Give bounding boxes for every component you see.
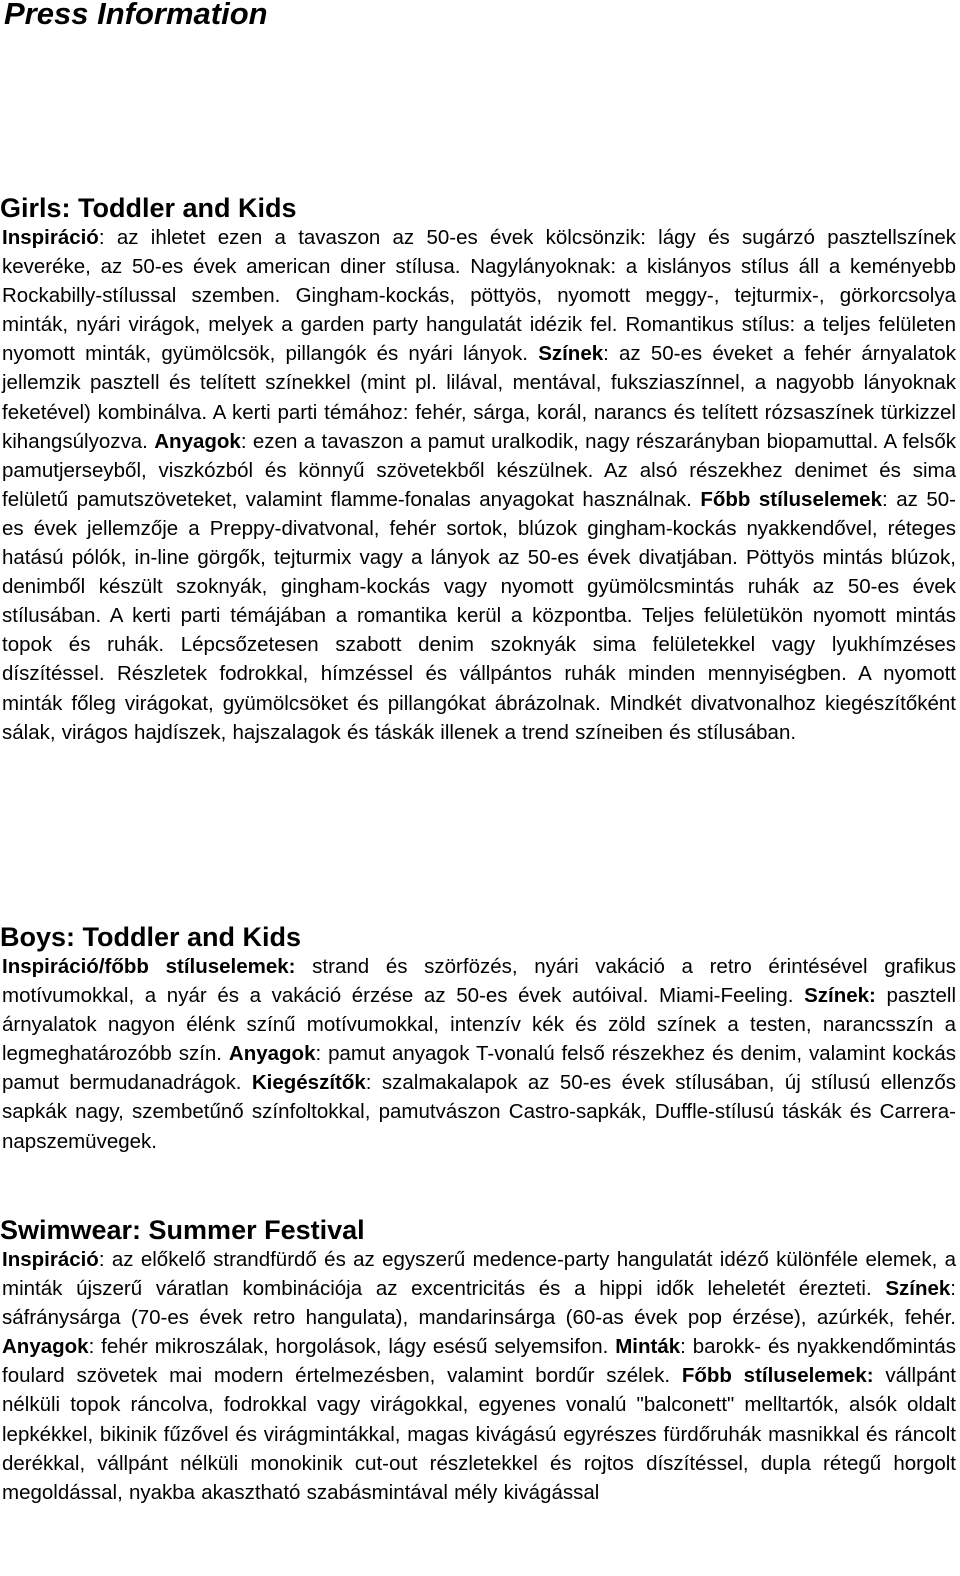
section-boys — [0, 922, 956, 1156]
label-patterns: Minták — [615, 1335, 681, 1359]
section-body — [0, 223, 956, 747]
body-text: vállpánt nélküli topok ráncolva, fodrokkal vagy virágokkal, egyenes vonalú "balconett" melltartók, alsók oldalt lepkékkel, bikinik fűzővel és virágmintákkal, magas kivágású egyrészes fürdőruhák masnikkal és ráncolt derékkal, vállpánt nélküli monokinik cut-out részletekkel és rojtos díszítéssel, dupla rétegű horgolt megoldással, nyakba akasztható szabásmintával mély kivágással — [2, 1364, 957, 1504]
label-materials: Anyagok — [154, 429, 241, 453]
body-text: : az ihletet ezen a tavaszon az 50-es évek kölcsönzik: lágy és sugárzó pasztellszínek keveréke, az 50-es évek american diner stílusa. Nagylányoknak: a kislányos stílus áll a keményebb Rockabilly-stílussal szemben. Gingham-kockás, pöttyös, nyomott meggy-, tejturmix-, görkorcsolya minták, nyári virágok, melyek a garden party hangulatát idézik fel. Romantikus stílus: a teljes felületen nyomott minták, gyümölcsök, pillangók és nyári lányok. — [2, 226, 956, 366]
page-title: Press Information — [4, 0, 268, 31]
section-body — [0, 1245, 956, 1507]
label-main-style: Főbb stíluselemek — [700, 487, 882, 511]
section-title: Girls: Toddler and Kids — [0, 193, 297, 223]
label-inspiration: Inspiráció — [2, 1248, 99, 1271]
body-text: : szalmakalapok az 50-es évek stílusában, új stílusú ellenzős sapkák nagy, szembetűnő színfoltokkal, pamutvászon Castro-sapkák, Duffle-stílusú táskák és Carrera-napszemüvegek. — [2, 1071, 956, 1153]
label-inspiration-style: Inspiráció/főbb stíluselemek: — [2, 955, 296, 978]
body-text: : az előkelő strandfürdő és az egyszerű medence-party hangulatát idéző különféle elemek, a minták újszerű váratlan kombinációja az excentricitás és a hippi idők leheletét érezteti. — [2, 1248, 956, 1301]
section-title: Boys: Toddler and Kids — [0, 922, 302, 952]
body-text: strand és szörfözés, nyári vakáció a retro érintésével grafikus motívumokkal, a nyár és a vakáció érzése az 50-es évek autóival. Miami-Feeling. — [2, 955, 957, 1008]
body-text: : ezen a tavaszon a pamut uralkodik, nagy részarányban biopamuttal. A felsők pamutjerseyből, viszkózból és könnyű szövetekből készülnek. Az alsó részekhez denimet és sima felületű pamutszöveteket, valamint flamme-fonalas anyagokat használnak. — [2, 429, 957, 511]
section-title: Swimwear: Summer Festival — [0, 1215, 365, 1245]
section-girls — [0, 193, 956, 747]
label-colors: Színek: — [804, 984, 876, 1008]
body-text: : pamut anyagok T-vonalú felső részekhez és denim, valamint kockás pamut bermudanadrágok. — [2, 1042, 957, 1095]
body-text: : fehér mikroszálak, horgolások, lágy esésű selyemsifon. — [88, 1335, 616, 1359]
label-colors: Színek — [538, 342, 604, 366]
label-materials: Anyagok — [2, 1335, 89, 1359]
body-text: : sáfránysárga (70-es évek retro hangulata), mandarinsárga (60-as évek pop érzése), azúrkék, fehér. — [2, 1277, 956, 1330]
label-main-style: Főbb stíluselemek: — [681, 1364, 874, 1388]
section-body — [0, 952, 956, 1156]
label-colors: Színek — [885, 1277, 951, 1301]
body-text: : barokk- és nyakkendőmintás foulard szövetek mai modern értelmezésben, valamint bordűr szélek. — [2, 1335, 956, 1388]
label-accessories: Kiegészítők — [251, 1071, 366, 1095]
section-swimwear — [0, 1215, 956, 1507]
label-materials: Anyagok — [228, 1042, 316, 1066]
body-text: : az 50-es éveket a fehér árnyalatok jellemzik pasztell és telített színekkel (mint pl. lilával, mentával, fuksziaszínnel, a nagyobb lányoknak feketével) kombinálva. A kerti parti témához: fehér, sárga, korál, narancs és telített rózsaszínek türkizzel kihangsúlyozva. — [2, 342, 956, 453]
body-text: pasztell árnyalatok nagyon élénk színű motívumokkal, intenzív kék és zöld színek a testen, narancsszín a legmeghatározóbb szín. — [2, 984, 956, 1066]
body-text: : az 50-es évek jellemzője a Preppy-divatvonal, fehér sortok, blúzok gingham-kockás nyakkendővel, réteges hatású pólók, in-line görgők, tejturmix vagy a lányok az 50-es évek divatjában. Pöttyös mintás blúzok, denimből készült szoknyák, gingham-kockás vagy nyomott gyümölcsmintás ruhák az 50-es évek stílusában. A kerti parti témájában a romantika kerül a központba. Teljes felületükön nyomott mintás topok és ruhák. Lépcsőzetesen szabott denim szoknyák sima felületekkel vagy lyukhímzéses díszítéssel. Részletek fodrokkal, hímzéssel és vállpántos ruhák minden mennyiségben. A nyomott minták főleg virágokat, gyümölcsöket és pillangókat ábrázolnak. Mindkét divatvonalhoz kiegészítőként sálak, virágos hajdíszek, hajszalagok és táskák illenek a trend színeiben és stílusában. — [2, 487, 956, 744]
label-inspiration: Inspiráció — [2, 226, 99, 249]
